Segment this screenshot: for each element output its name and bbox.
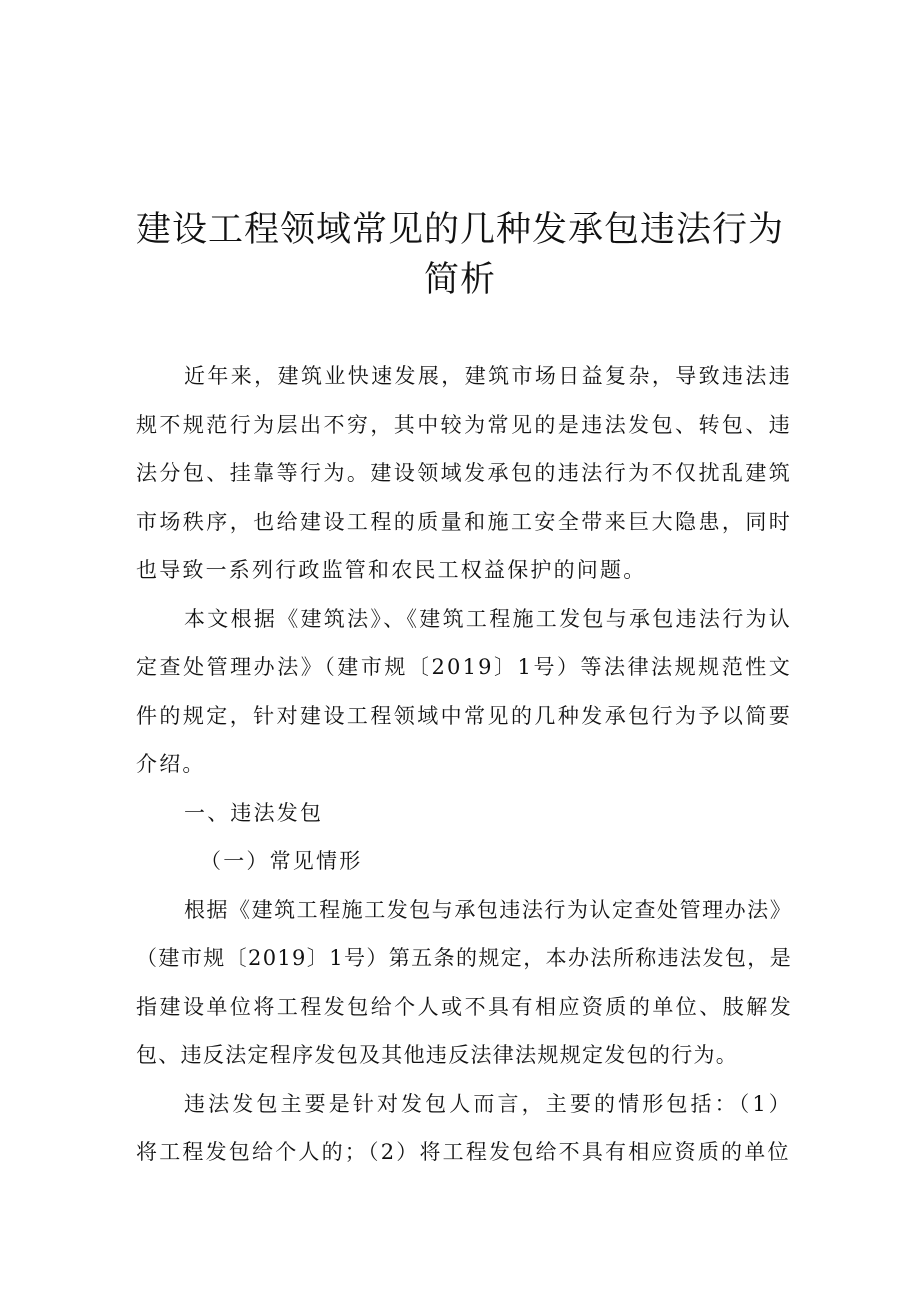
subsection-heading-common-situations: （一）常见情形	[200, 849, 363, 873]
purpose-paragraph: 本文根据《建筑法》、《建筑工程施工发包与承包违法行为认定查处管理办法》（建市规〔2019〕1号）等法律法规规范性文件的规定，针对建设工程领域中常见的几种发承包行为予以简要介绍。	[136, 606, 792, 776]
document-title-line-1: 建设工程领域常见的几种发承包违法行为	[135, 210, 784, 250]
situations-paragraph: 违法发包主要是针对发包人而言，主要的情形包括：（1）将工程发包给个人的；（2）将工程发包给不具有相应资质的单位	[136, 1091, 792, 1164]
intro-paragraph: 近年来，建筑业快速发展，建筑市场日益复杂，导致违法违规不规范行为层出不穷，其中较为常见的是违法发包、转包、违法分包、挂靠等行为。建设领域发承包的违法行为不仅扰乱建筑市场秩序，也给建设工程的质量和施工安全带来巨大隐患，同时也导致一系列行政监管和农民工权益保护的问题。	[136, 364, 792, 582]
section-heading-illegal-contracting: 一、违法发包	[184, 800, 324, 825]
document-body	[136, 352, 792, 1177]
definition-paragraph: 根据《建筑工程施工发包与承包违法行为认定查处管理办法》（建市规〔2019〕1号）第五条的规定，本办法所称违法发包，是指建设单位将工程发包给个人或不具有相应资质的单位、肢解发包、违反法定程序发包及其他违反法律法规规定发包的行为。	[136, 897, 792, 1067]
document-title-line-2: 简析	[423, 260, 496, 300]
